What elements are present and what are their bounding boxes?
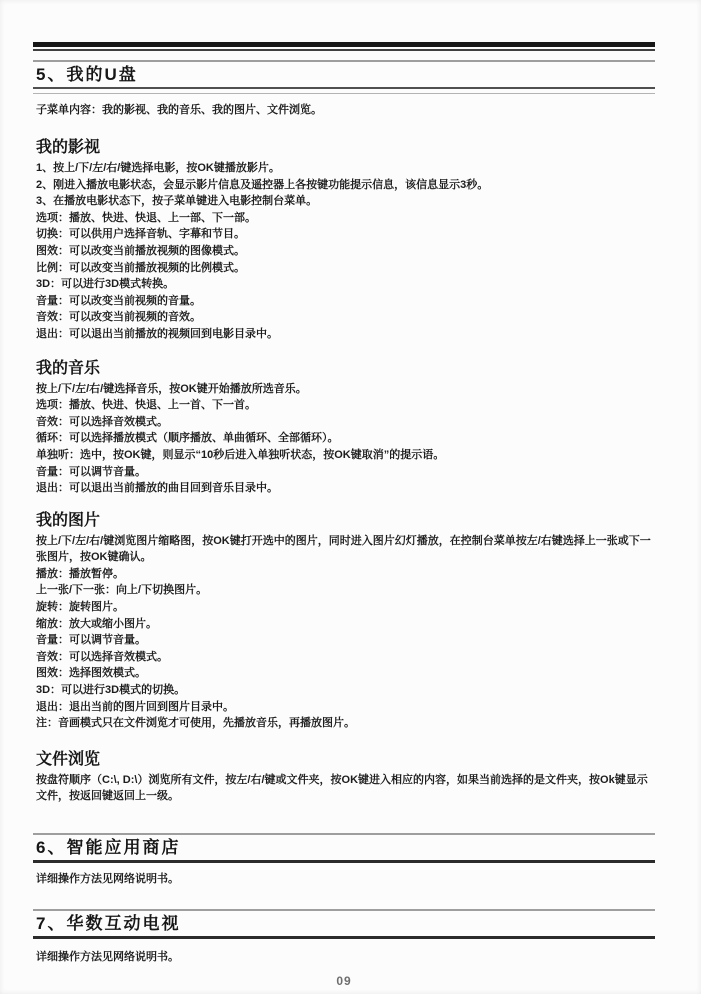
subsection-title-file-browse: 文件浏览 [36, 750, 101, 768]
body-line: 退出：可以退出当前播放的曲目回到音乐目录中。 [36, 482, 278, 495]
body-line: 选项：播放、快进、快退、上一部、下一部。 [36, 211, 256, 224]
body-line: 退出：退出当前的图片回到图片目录中。 [36, 700, 234, 713]
title-rule-below [33, 936, 655, 939]
body-line: 3、在播放电影状态下，按子菜单键进入电影控制台菜单。 [36, 195, 318, 208]
body-line: 按上/下/左/右/键浏览图片缩略图，按OK键打开选中的图片，同时进入图片幻灯播放，在控制台菜单按左/右键选择上一张或下一张图片，按OK键确认。 [36, 534, 651, 564]
section-body: 详细操作方法见网络说明书。 [36, 951, 179, 963]
body-line: 播放：播放暂停。 [36, 567, 124, 580]
subsection-title-music: 我的音乐 [36, 359, 101, 377]
title-rule-above [33, 60, 655, 62]
body-line: 比例：可以改变当前播放视频的比例模式。 [36, 261, 245, 274]
body-line: 3D：可以进行3D模式转换。 [36, 278, 175, 291]
subsection-title-movies: 我的影视 [36, 139, 101, 156]
page-content [33, 0, 655, 988]
title-rule-above [33, 833, 655, 835]
body-line: 音效：可以选择音效模式。 [36, 415, 168, 428]
body-line: 图效：可以改变当前播放视频的图像模式。 [36, 244, 245, 257]
body-line: 上一张/下一张：向上/下切换图片。 [36, 584, 208, 597]
section-app-store [33, 833, 655, 887]
section-title-my-usb: 5、我的U盘 [36, 65, 138, 84]
body-line: 按上/下/左/右/键选择音乐，按OK键开始播放所选音乐。 [36, 382, 307, 395]
body-line: 按盘符顺序（C:\, D:\）浏览所有文件，按左/右/键或文件夹，按OK键进入相应的内容，如果当前选择的是文件夹，按Ok键显示文件，按返回键返回上一级。 [36, 773, 648, 803]
body-line: 音效：可以选择音效模式。 [36, 650, 168, 663]
body-line: 单独听：选中，按OK键，则显示“10秒后进入单独听状态，按OK键取消”的提示语。 [36, 448, 445, 461]
section-intro: 子菜单内容：我的影视、我的音乐、我的图片、文件浏览。 [36, 104, 322, 116]
music-lines [33, 379, 655, 497]
top-rule-thick [33, 42, 655, 47]
section-body: 详细操作方法见网络说明书。 [36, 873, 179, 885]
title-rule-below [33, 87, 655, 89]
body-line: 切换：可以供用户选择音轨、字幕和节目。 [36, 228, 245, 241]
body-line: 3D：可以进行3D模式的切换。 [36, 684, 186, 697]
section-title-app-store: 6、智能应用商店 [36, 838, 181, 857]
subsection-title-pictures: 我的图片 [36, 511, 101, 529]
body-line: 音量：可以调节音量。 [36, 634, 146, 647]
file-browse-lines [33, 770, 655, 805]
movies-lines [33, 158, 655, 343]
page-number: 09 [336, 974, 352, 988]
section-my-usb [33, 60, 655, 805]
body-line: 音效：可以改变当前视频的音效。 [36, 311, 201, 324]
body-line: 1、按上/下/左/右/键选择电影，按OK键播放影片。 [36, 162, 280, 174]
pictures-lines [33, 531, 655, 732]
body-line: 循环：可以选择播放模式（顺序播放、单曲循环、全部循环）。 [36, 432, 339, 445]
body-line: 注：音画模式只在文件浏览才可使用，先播放音乐，再播放图片。 [36, 717, 355, 730]
body-line: 选项：播放、快进、快退、上一首、下一首。 [36, 399, 256, 412]
body-line: 退出：可以退出当前播放的视频回到电影目录中。 [36, 327, 278, 340]
body-line: 2、刚进入播放电影状态，会显示影片信息及遥控器上各按键功能提示信息，该信息显示3秒。 [36, 178, 489, 191]
body-line: 缩放：放大或缩小图片。 [36, 617, 157, 630]
body-line: 音量：可以调节音量。 [36, 465, 146, 478]
body-line: 图效：选择图效模式。 [36, 667, 146, 680]
top-rule-thin [33, 49, 655, 51]
title-rule-above [33, 909, 655, 911]
body-line: 旋转：旋转图片。 [36, 601, 124, 614]
section-title-wasu-itv: 7、华数互动电视 [36, 914, 181, 933]
title-rule-below [33, 860, 655, 863]
section-wasu-itv [33, 909, 655, 965]
title-rule-below-thin [33, 93, 655, 94]
body-line: 音量：可以改变当前视频的音量。 [36, 294, 201, 307]
